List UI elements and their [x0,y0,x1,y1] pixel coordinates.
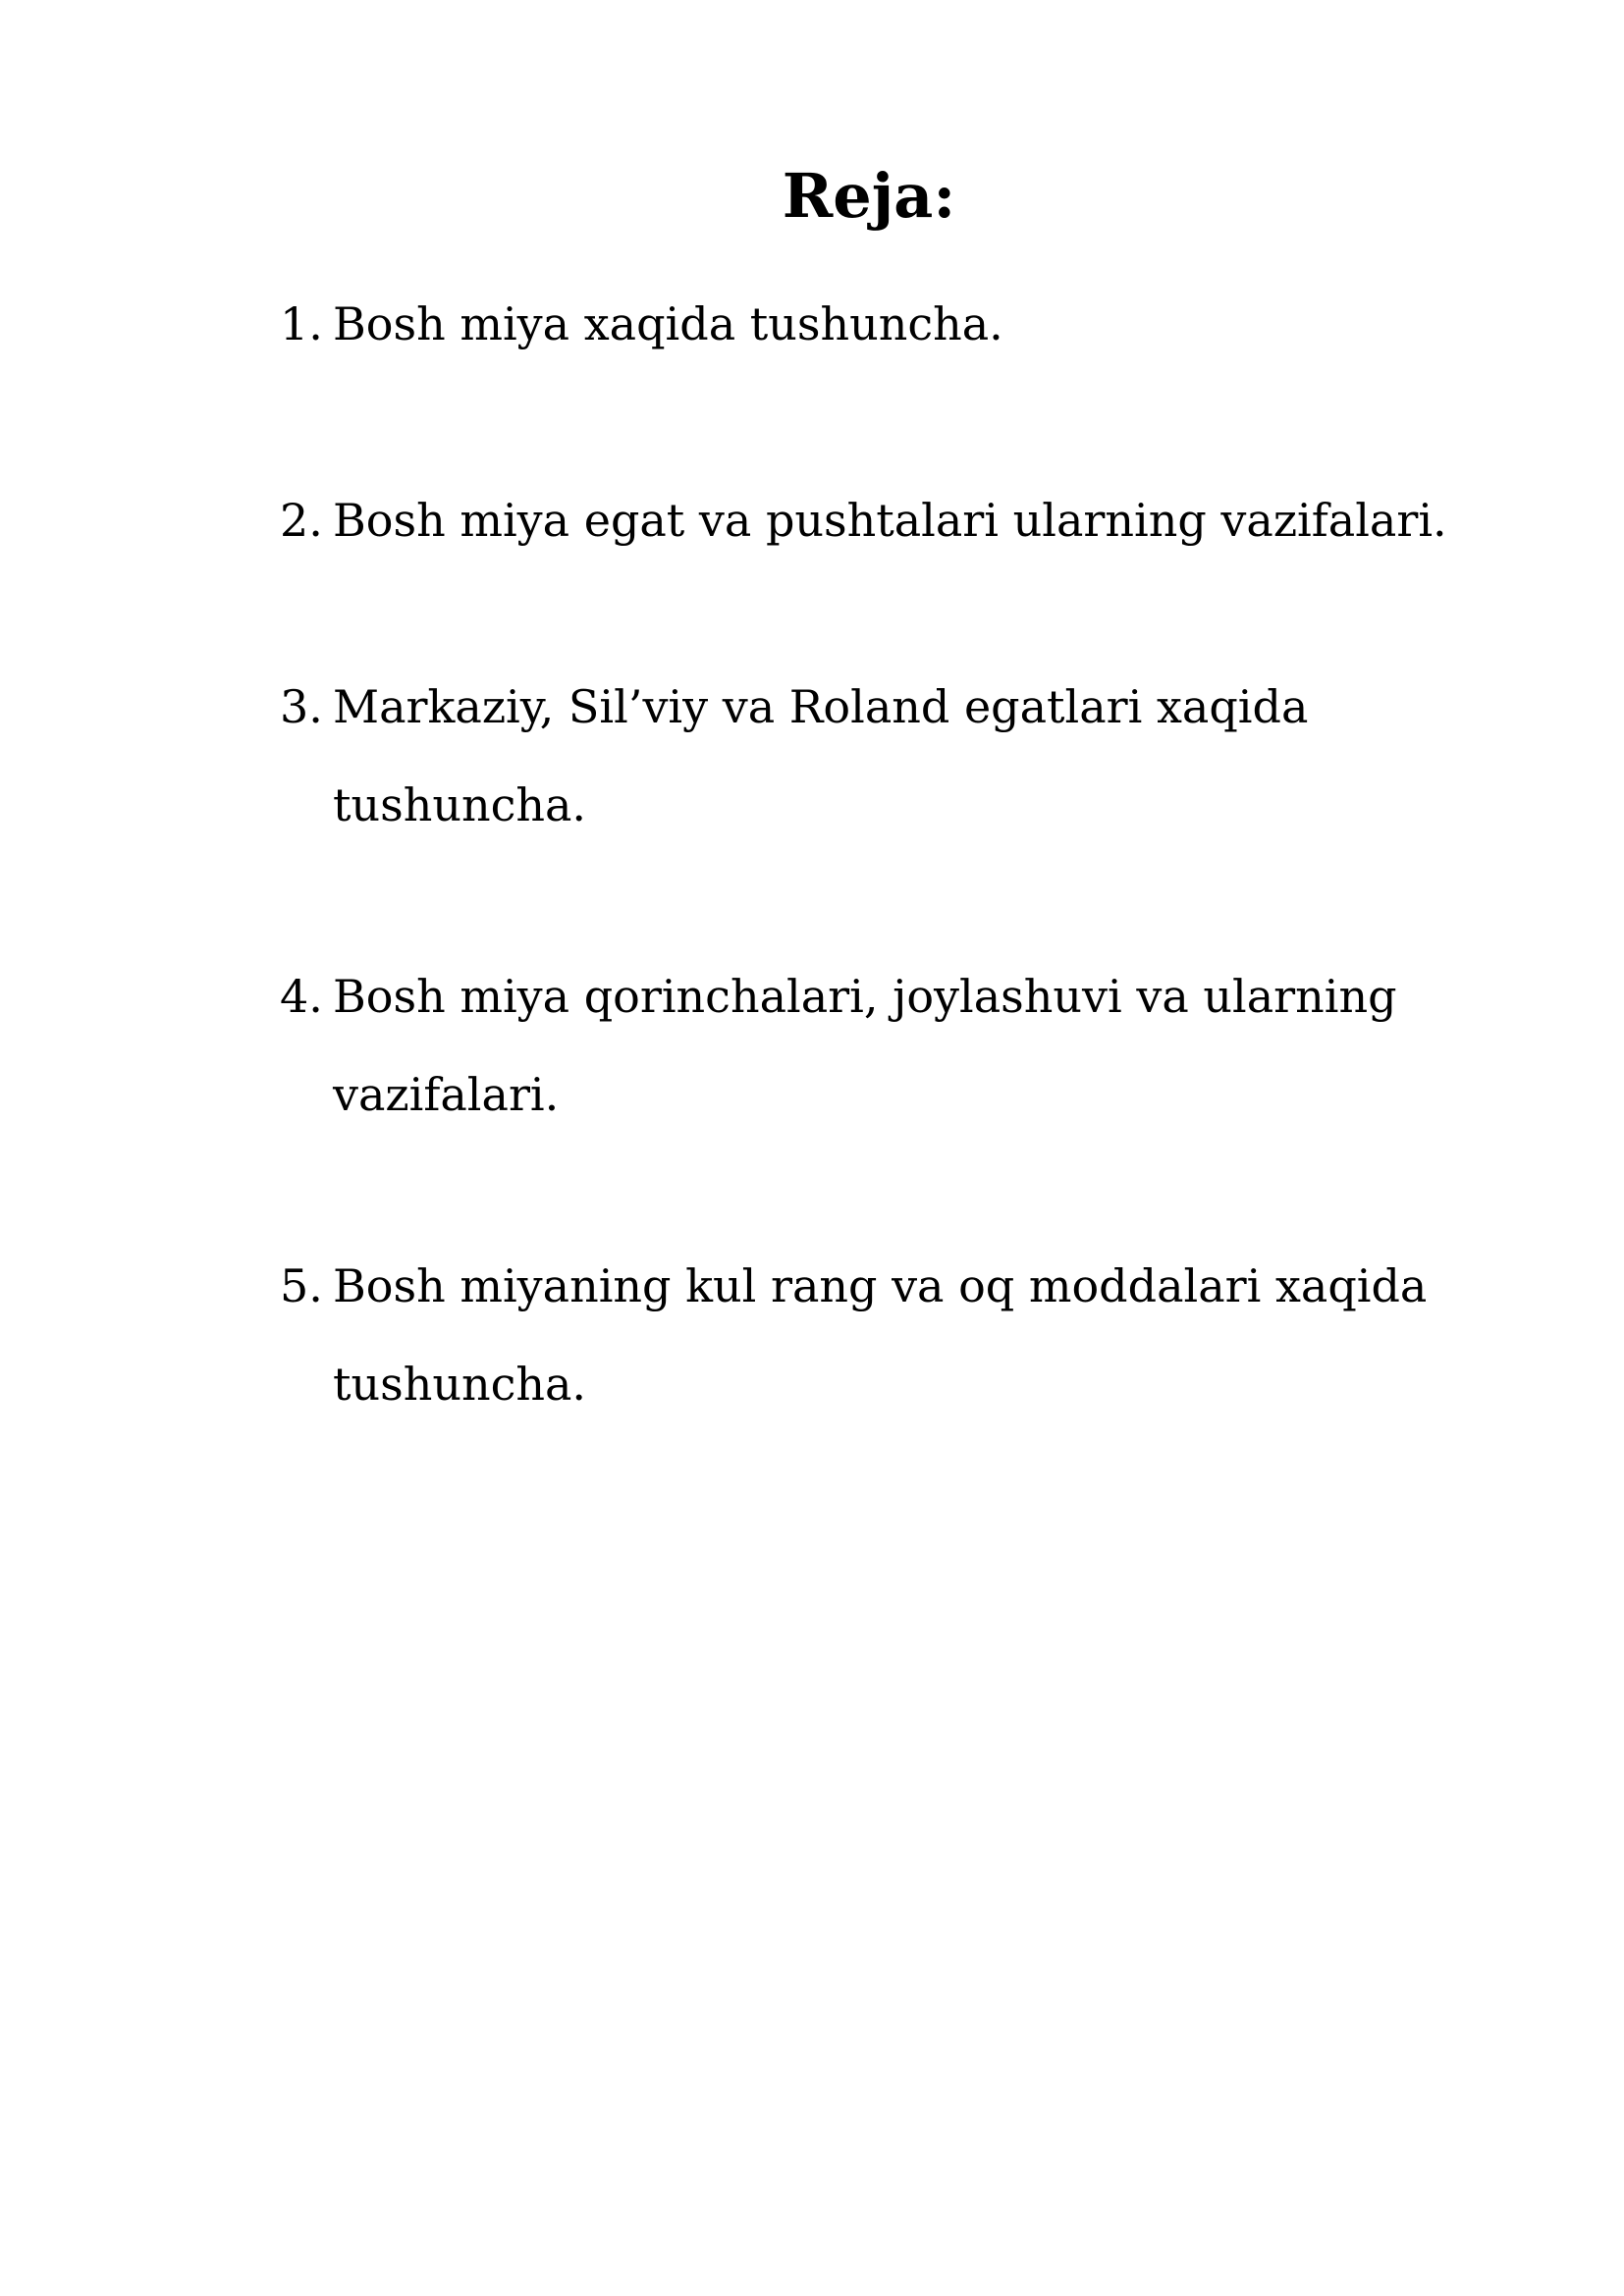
item-text: Bosh miyaning kul rang va oq moddalari xaqida tushuncha. [333,1259,1428,1411]
list-item [280,471,1497,569]
item-number: 2. [280,494,323,547]
list-item [280,275,1497,373]
plan-list [280,275,1497,1433]
item-number: 5. [280,1259,323,1312]
list-item [280,1237,1497,1433]
item-text: Markaziy, Sil’viy va Roland egatlari xaqida tushuncha. [333,680,1309,831]
page-title: Reja: [782,160,956,232]
item-text: Bosh miya qorinchalari, joylashuvi va ularning vazifalari. [333,970,1397,1121]
item-number: 4. [280,970,323,1023]
item-text: Bosh miya egat va pushtalari ularning vazifalari. [333,494,1447,547]
item-text: Bosh miya xaqida tushuncha. [333,297,1003,350]
item-number: 1. [280,297,323,350]
list-item [280,947,1497,1144]
item-number: 3. [280,680,323,733]
list-item [280,658,1497,854]
